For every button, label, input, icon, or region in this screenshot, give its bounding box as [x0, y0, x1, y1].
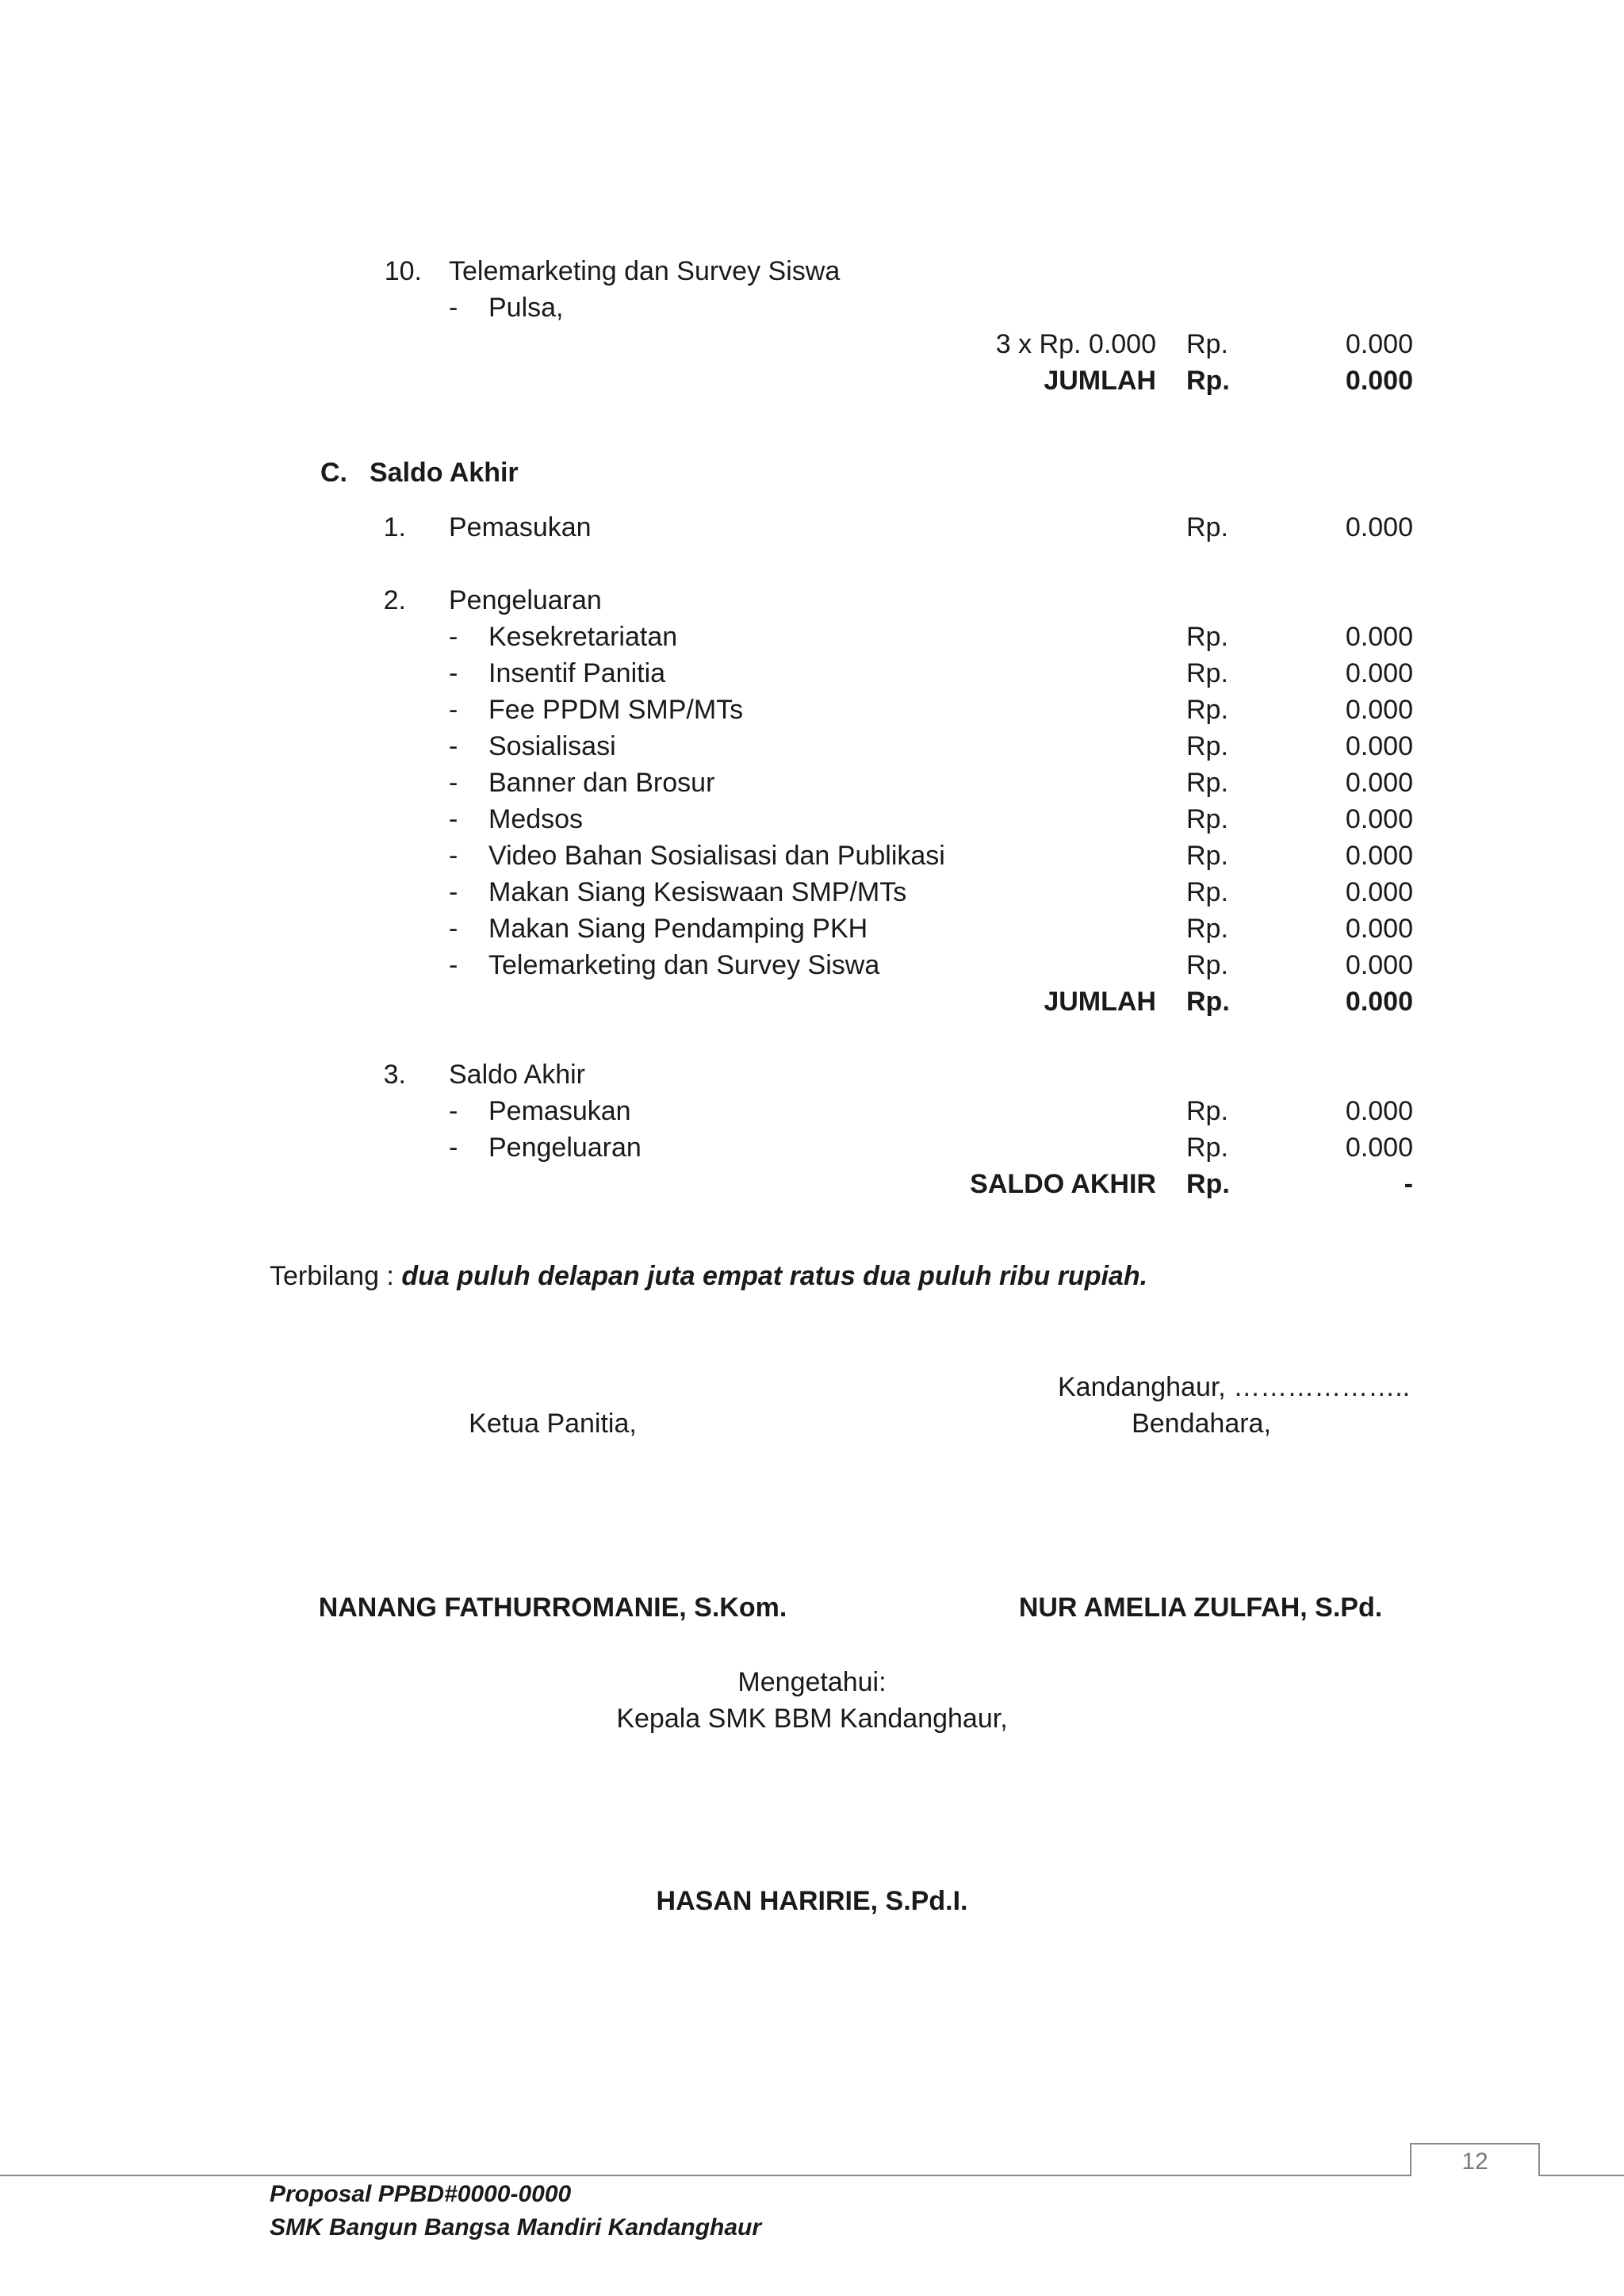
amount: 0.000	[1345, 877, 1413, 907]
total-label: JUMLAH	[1044, 987, 1156, 1017]
head-signer-name: HASAN HARIRIE, S.Pd.I.	[656, 1886, 968, 1916]
currency: Rp.	[1186, 731, 1228, 761]
currency: Rp.	[1186, 914, 1228, 944]
section-title: Saldo Akhir	[370, 458, 519, 488]
total-currency: Rp.	[1186, 366, 1230, 396]
dash: -	[449, 841, 458, 871]
page-number: 12	[1410, 2143, 1540, 2176]
total-currency: Rp.	[1186, 1169, 1230, 1199]
amount: 0.000	[1345, 731, 1413, 761]
currency: Rp.	[1186, 695, 1228, 725]
dash: -	[449, 914, 458, 944]
dash: -	[449, 622, 458, 652]
head-role: Kepala SMK BBM Kandanghaur,	[616, 1704, 1008, 1734]
item-label: Sosialisasi	[488, 731, 616, 761]
currency: Rp.	[1186, 841, 1228, 871]
item-number: 3.	[383, 1060, 406, 1090]
total-label: SALDO AKHIR	[970, 1169, 1156, 1199]
total-amount: 0.000	[1345, 987, 1413, 1017]
dash: -	[449, 695, 458, 725]
amount: 0.000	[1345, 658, 1413, 688]
item-label: Makan Siang Kesiswaan SMP/MTs	[488, 877, 907, 907]
right-role: Bendahara,	[1132, 1409, 1271, 1439]
calculation: 3 x Rp. 0.000	[995, 329, 1156, 359]
item-number: 10.	[384, 256, 422, 286]
amount: 0.000	[1345, 512, 1413, 542]
right-signer-name: NUR AMELIA ZULFAH, S.Pd.	[1018, 1593, 1383, 1623]
place-date: Kandanghaur, ………………..	[1058, 1372, 1411, 1402]
dash: -	[449, 768, 458, 798]
currency: Rp.	[1186, 950, 1228, 980]
item-title: Saldo Akhir	[449, 1060, 585, 1090]
knowing-label: Mengetahui:	[737, 1667, 887, 1697]
item-label: Kesekretariatan	[488, 622, 678, 652]
currency: Rp.	[1186, 1133, 1228, 1163]
total-label: JUMLAH	[1044, 366, 1156, 396]
item-label: Video Bahan Sosialisasi dan Publikasi	[488, 841, 945, 871]
currency: Rp.	[1186, 804, 1228, 834]
footer-divider	[0, 2175, 1624, 2176]
dash: -	[449, 1096, 458, 1126]
item-label: Fee PPDM SMP/MTs	[488, 695, 744, 725]
currency: Rp.	[1186, 658, 1228, 688]
currency: Rp.	[1186, 877, 1228, 907]
amount: 0.000	[1345, 1133, 1413, 1163]
item-number: 2.	[383, 585, 406, 615]
amount: 0.000	[1345, 768, 1413, 798]
dash: -	[449, 731, 458, 761]
currency: Rp.	[1186, 329, 1228, 359]
amount: 0.000	[1345, 804, 1413, 834]
item-title: Pemasukan	[449, 512, 592, 542]
amount: 0.000	[1345, 329, 1413, 359]
currency: Rp.	[1186, 1096, 1228, 1126]
currency: Rp.	[1186, 622, 1228, 652]
dash: -	[449, 658, 458, 688]
item-label: Pemasukan	[488, 1096, 631, 1126]
total-amount: -	[1404, 1169, 1413, 1199]
amount: 0.000	[1345, 841, 1413, 871]
footer-line-1: Proposal PPBD#0000-0000	[270, 2181, 572, 2207]
amount: 0.000	[1345, 622, 1413, 652]
item-title: Telemarketing dan Survey Siswa	[449, 256, 841, 286]
currency: Rp.	[1186, 512, 1228, 542]
section-letter: C.	[320, 458, 347, 488]
item-label: Pengeluaran	[488, 1133, 642, 1163]
amount: 0.000	[1345, 1096, 1413, 1126]
item-label: Medsos	[488, 804, 584, 834]
dash: -	[449, 877, 458, 907]
item-label: Pulsa,	[488, 293, 564, 323]
total-currency: Rp.	[1186, 987, 1230, 1017]
amount: 0.000	[1345, 950, 1413, 980]
terbilang-prefix: Terbilang :	[270, 1261, 402, 1291]
footer-line-2: SMK Bangun Bangsa Mandiri Kandanghaur	[270, 2214, 762, 2240]
left-role: Ketua Panitia,	[469, 1409, 637, 1439]
currency: Rp.	[1186, 768, 1228, 798]
item-number: 1.	[383, 512, 406, 542]
item-title: Pengeluaran	[449, 585, 602, 615]
terbilang	[270, 1263, 1147, 1290]
total-amount: 0.000	[1345, 366, 1413, 396]
dash: -	[449, 293, 458, 323]
dash: -	[449, 1133, 458, 1163]
dash: -	[449, 804, 458, 834]
item-label: Telemarketing dan Survey Siswa	[488, 950, 880, 980]
terbilang-text: dua puluh delapan juta empat ratus dua puluh ribu rupiah.	[401, 1261, 1148, 1291]
item-label: Banner dan Brosur	[488, 768, 715, 798]
amount: 0.000	[1345, 695, 1413, 725]
item-label: Makan Siang Pendamping PKH	[488, 914, 868, 944]
dash: -	[449, 950, 458, 980]
amount: 0.000	[1345, 914, 1413, 944]
left-signer-name: NANANG FATHURROMANIE, S.Kom.	[318, 1593, 787, 1623]
item-label: Insentif Panitia	[488, 658, 666, 688]
